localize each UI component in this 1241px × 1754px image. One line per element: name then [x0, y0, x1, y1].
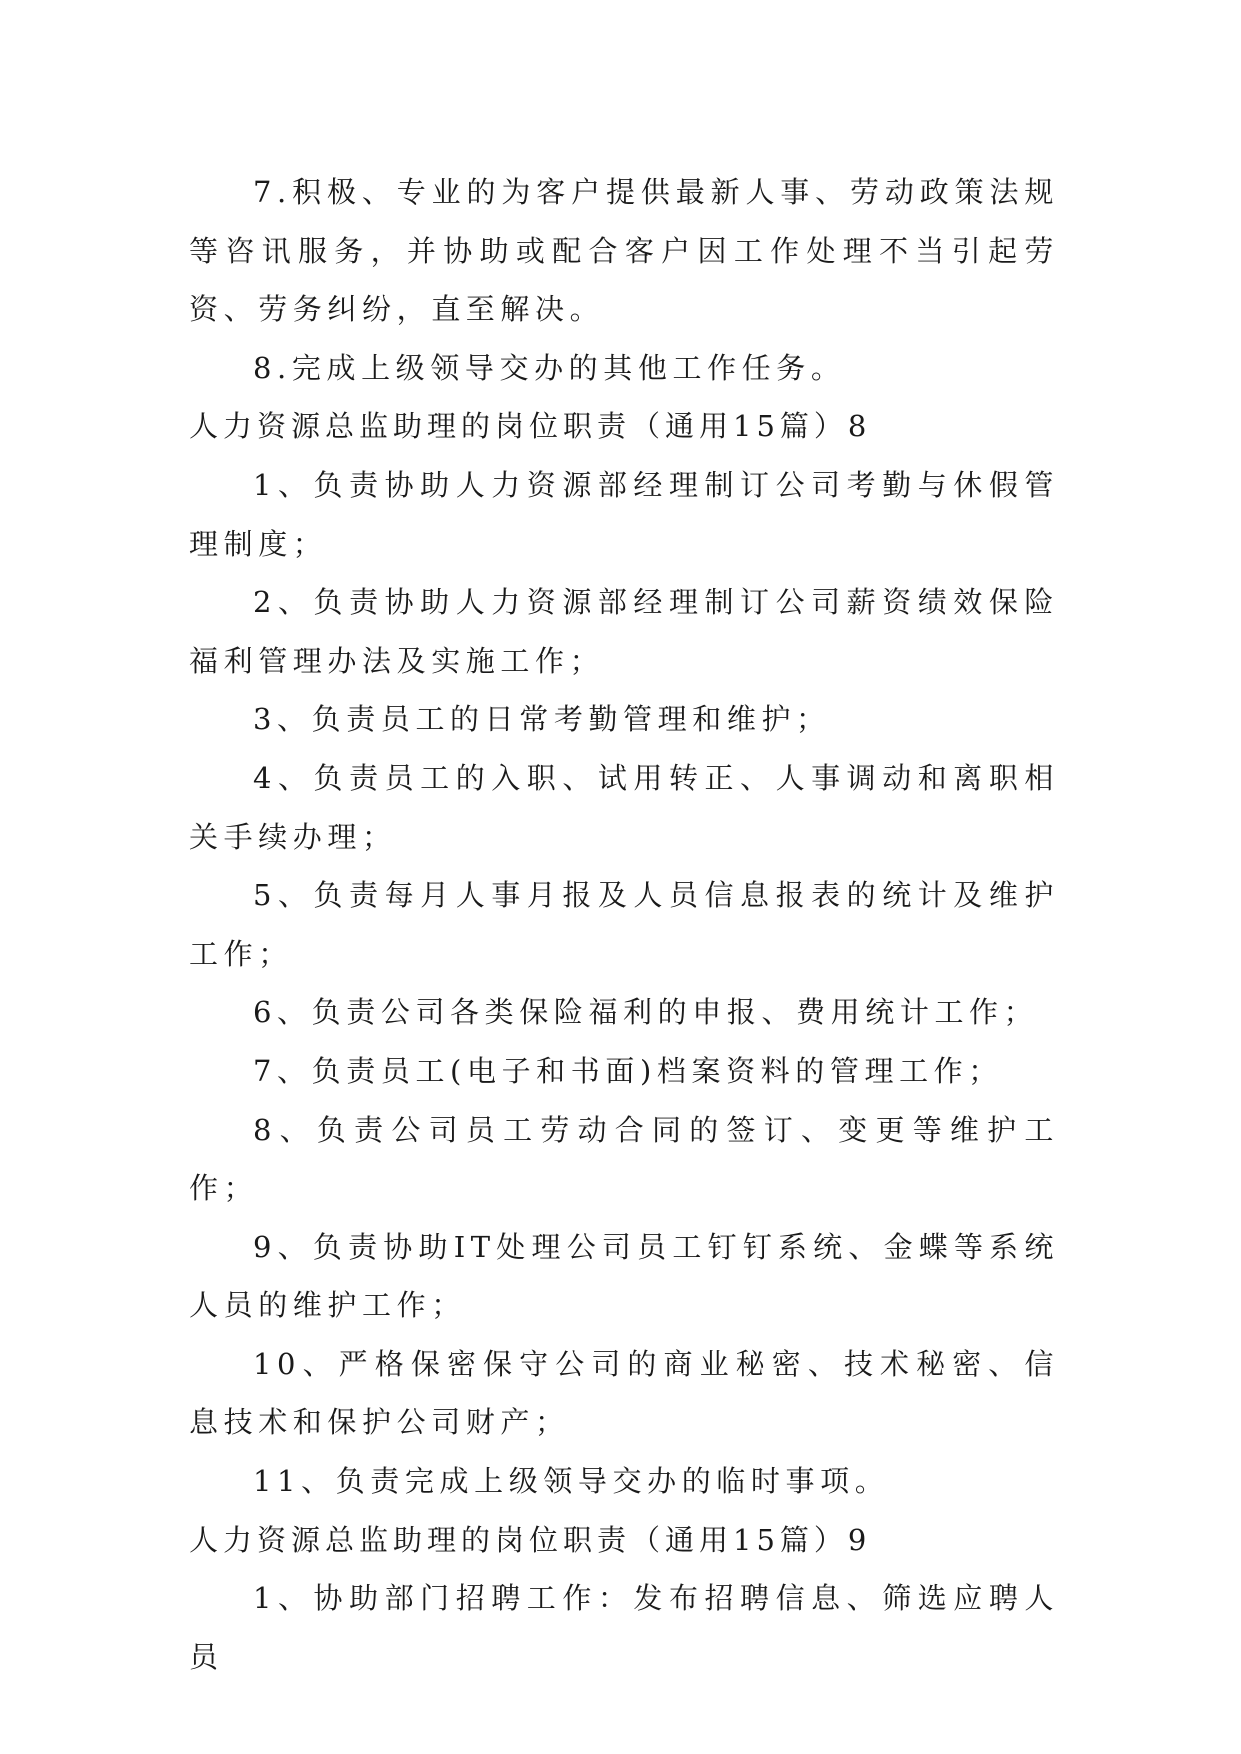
paragraph-item-8: 8.完成上级领导交办的其他工作任务。 — [253, 350, 846, 385]
paragraph-item-7: 7.积极、专业的为客户提供最新人事、劳动政策法规等咨讯服务，并协助或配合客户因工作处理不当引起劳资、劳务纠纷，直至解决。 — [189, 175, 1059, 327]
duty-item-9: 9、负责协助IT处理公司员工钉钉系统、金蝶等系统人员的维护工作； — [189, 1229, 1059, 1323]
section-heading-8: 人力资源总监助理的岗位职责（通用15篇）8 — [189, 409, 872, 444]
duty-item-5: 5、负责每月人事月报及人员信息报表的统计及维护工作； — [189, 878, 1059, 971]
duty-item-9-1: 1、协助部门招聘工作：发布招聘信息、筛选应聘人员 — [189, 1581, 1059, 1674]
duty-item-6: 6、负责公司各类保险福利的申报、费用统计工作； — [253, 995, 1039, 1030]
duty-item-3: 3、负责员工的日常考勤管理和维护； — [253, 702, 831, 737]
duty-item-7: 7、负责员工(电子和书面)档案资料的管理工作； — [253, 1053, 1003, 1088]
section-heading-9: 人力资源总监助理的岗位职责（通用15篇）9 — [189, 1522, 872, 1557]
duty-item-10: 10、严格保密保守公司的商业秘密、技术秘密、信息技术和保护公司财产； — [189, 1346, 1059, 1440]
duty-item-1: 1、负责协助人力资源部经理制订公司考勤与休假管理制度； — [189, 467, 1059, 561]
duty-item-8: 8、负责公司员工劳动合同的签订、变更等维护工作； — [189, 1112, 1059, 1206]
duty-item-2: 2、负责协助人力资源部经理制订公司薪资绩效保险福利管理办法及实施工作； — [189, 585, 1059, 678]
document-body — [189, 163, 1059, 1686]
duty-item-4: 4、负责员工的入职、试用转正、人事调动和离职相关手续办理； — [189, 760, 1059, 854]
duty-item-11: 11、负责完成上级领导交办的临时事项。 — [253, 1464, 890, 1499]
